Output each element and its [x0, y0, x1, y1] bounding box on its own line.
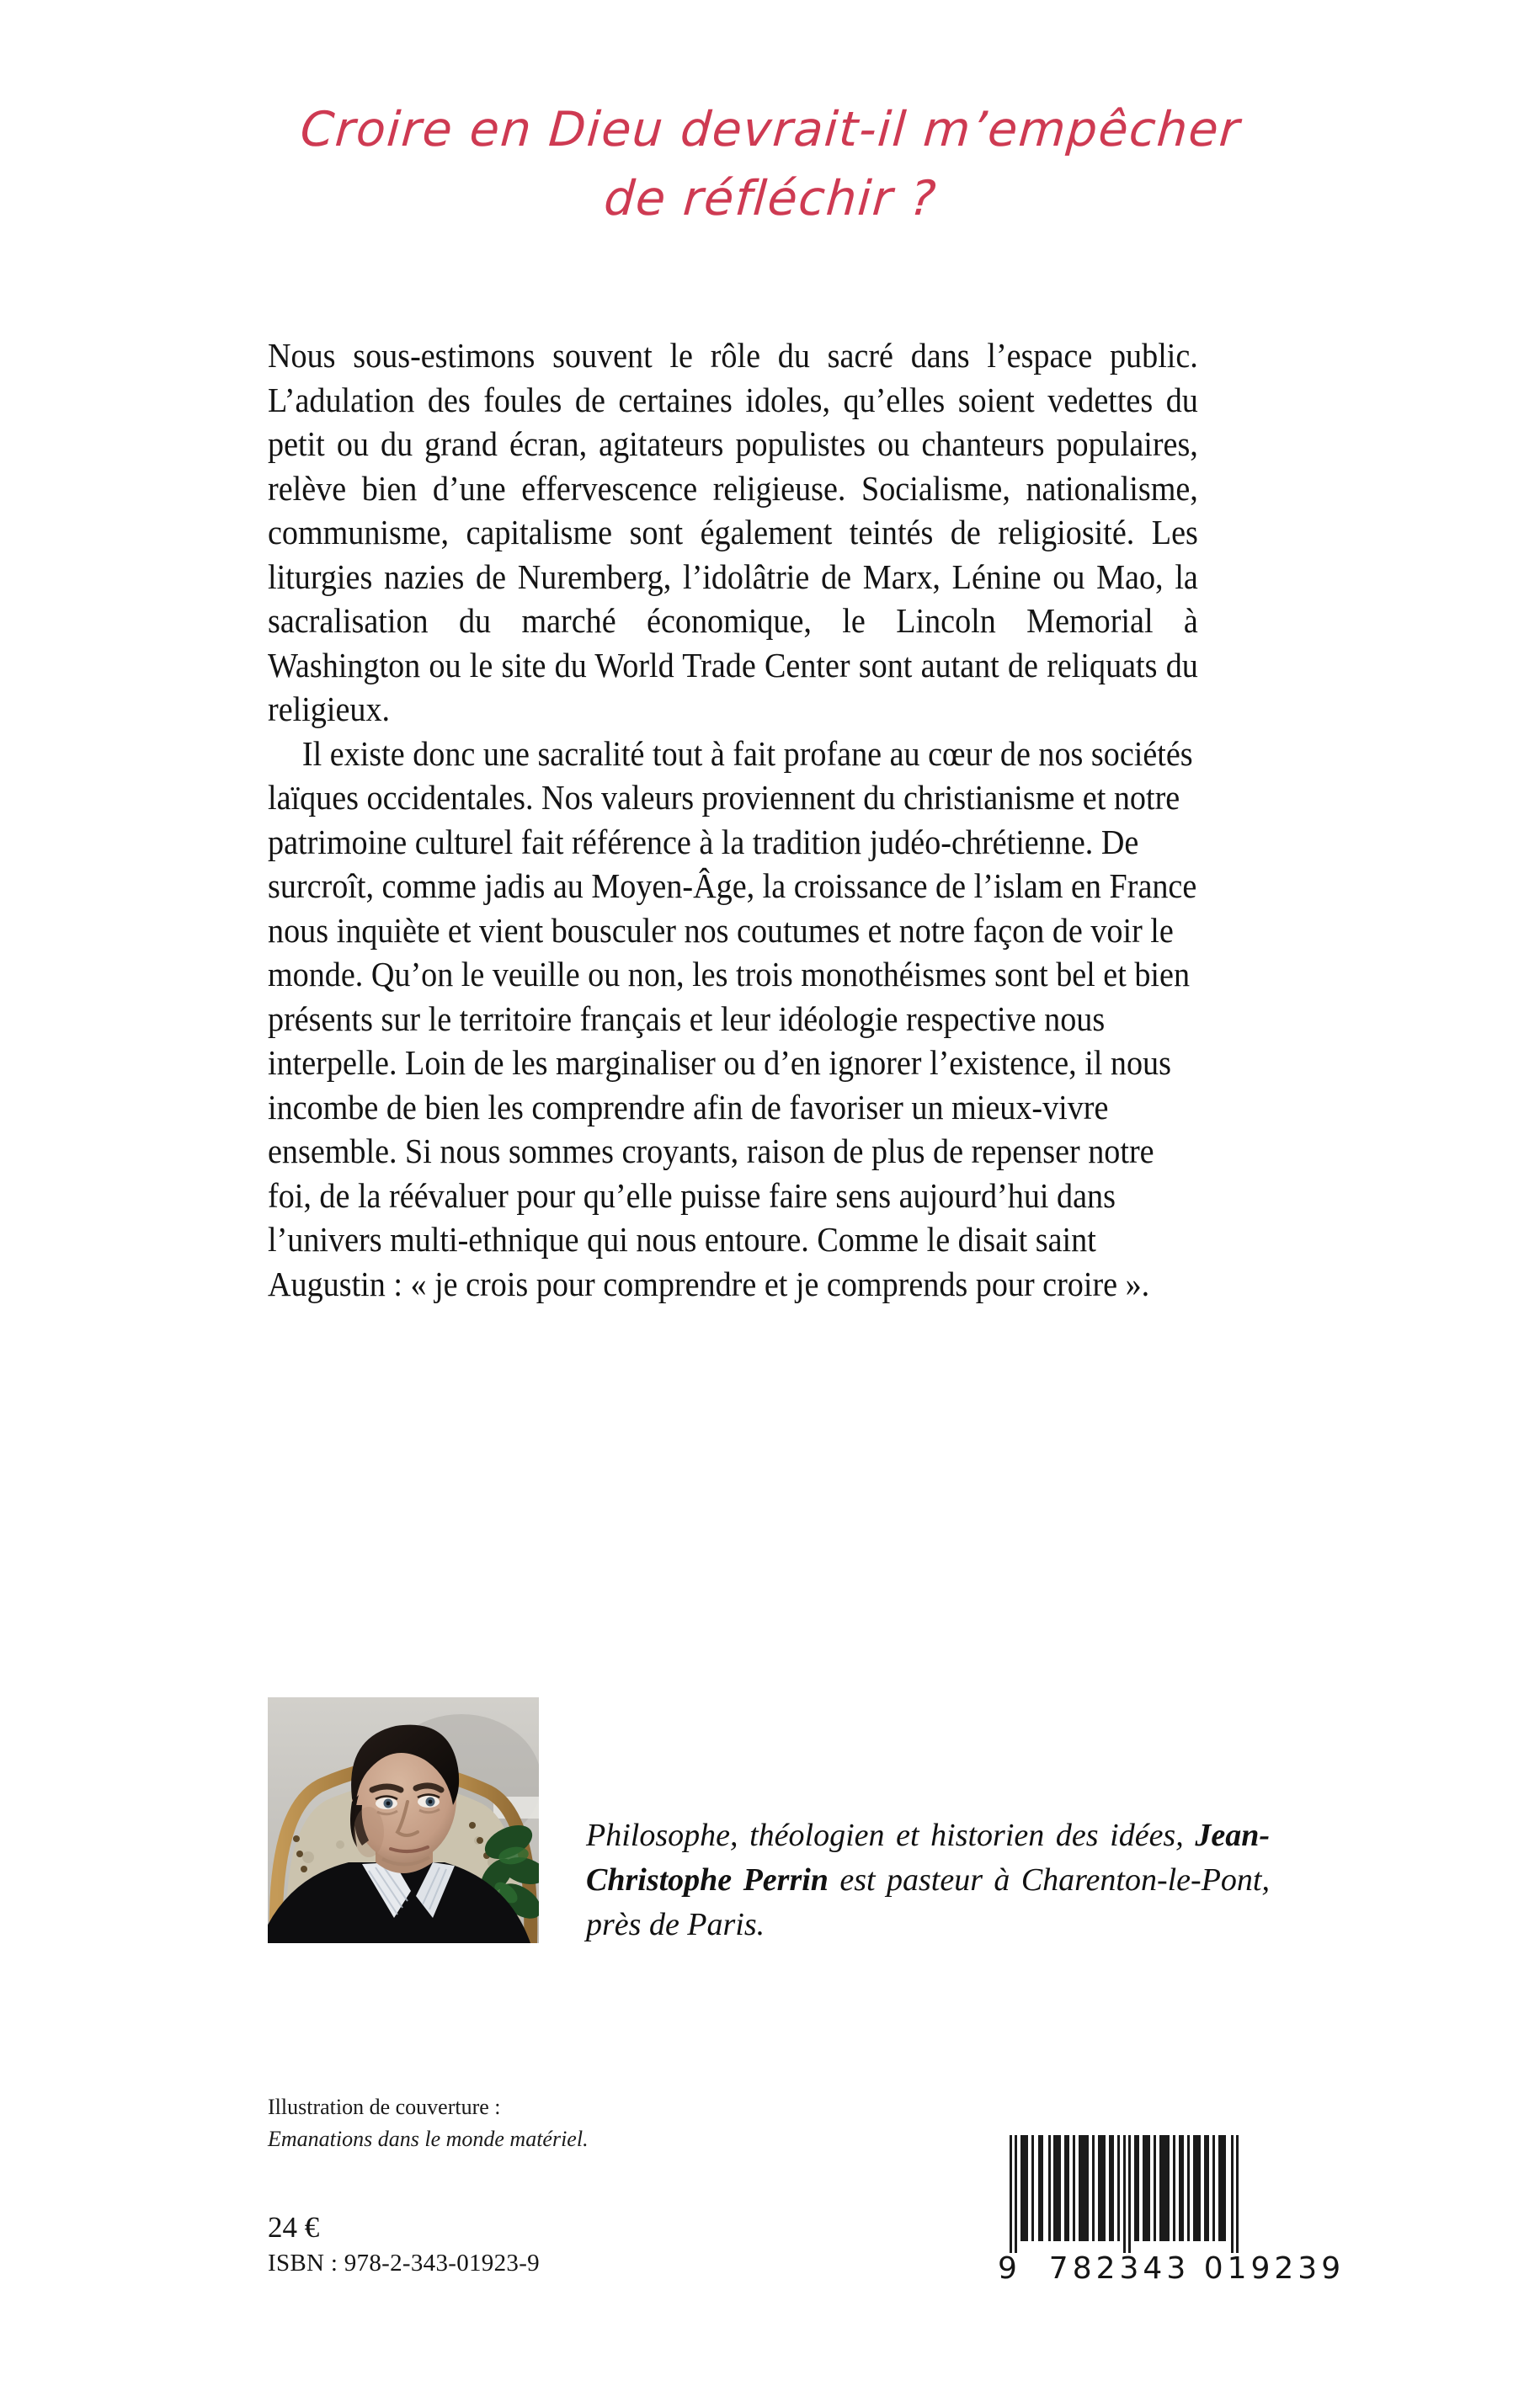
barcode-number: [998, 2251, 1346, 2286]
author-photo: [268, 1697, 539, 1943]
title-line-1: Croire en Dieu devrait-il m’empêcher: [298, 102, 1243, 157]
ean13-barcode: [998, 2135, 1346, 2286]
author-bio-prefix: Philosophe, théologien et historien des idées,: [586, 1818, 1196, 1853]
cover-illustration-credit: [268, 2091, 589, 2155]
author-name: Jean-Christophe Perrin: [586, 1818, 1270, 1898]
author-bio-suffix: est pasteur à Charenton-le-Pont, près de Paris.: [586, 1862, 1270, 1942]
price-label: 24 €: [268, 2211, 320, 2244]
blurb-paragraph-1: Nous sous-estimons souvent le rôle du sacré dans l’espace public. L’adulation des foules de certaines idoles, qu’elles soient vedettes du petit ou du grand écran, agitateurs populistes ou chanteurs populaires, relève bien d’une effervescence religieuse. Socialisme, nationalisme, communisme, capitalisme sont également teintés de religiosité. Les liturgies nazies de Nuremberg, l’idolâtrie de Marx, Lénine ou Mao, la sacralisation du marché économique, le Lincoln Memorial à Washington ou le site du World Trade Center sont autant de reliquats du religieux.: [268, 336, 1198, 728]
author-bio: [586, 1813, 1270, 1947]
cover-credit-label: Illustration de couverture :: [268, 2095, 501, 2119]
barcode-bars: [998, 2135, 1250, 2253]
barcode-group-2: 019239: [1203, 2251, 1346, 2286]
blurb-text: [268, 333, 1198, 1306]
cover-credit-title: Emanations dans le monde matériel.: [268, 2127, 589, 2151]
barcode-digit-left: 9: [998, 2251, 1021, 2286]
title-line-2: de réfléchir ?: [602, 170, 939, 226]
blurb-paragraph-2: Il existe donc une sacralité tout à fait profane au cœur de nos sociétés laïques occidentales. Nos valeurs proviennent du christianisme et notre patrimoine culturel fait référence à la tradition judéo-chrétienne. De surcroît, comme jadis au Moyen-Âge, la croissance de l’islam en France nous inquiète et vient bousculer nos coutumes et notre façon de voir le monde. Qu’on le veuille ou non, les trois monothéismes sont bel et bien présents sur le territoire français et leur idéologie respective nous interpelle. Loin de les marginaliser ou d’en ignorer l’existence, il nous incombe de bien les comprendre afin de favoriser un mieux-vivre ensemble. Si nous sommes croyants, raison de plus de repenser notre foi, de la réévaluer pour qu’elle puisse faire sens aujourd’hui dans l’univers multi-ethnique qui nous entoure. Comme le disait saint Augustin : « je crois pour comprendre et je comprends pour croire ».: [268, 733, 1197, 1303]
barcode-group-1: 782343: [1048, 2251, 1191, 2286]
book-title: [253, 103, 1288, 226]
isbn-label: ISBN : 978-2-343-01923-9: [268, 2250, 540, 2277]
author-section: [268, 1697, 1270, 1950]
price-isbn-block: [268, 2209, 540, 2280]
